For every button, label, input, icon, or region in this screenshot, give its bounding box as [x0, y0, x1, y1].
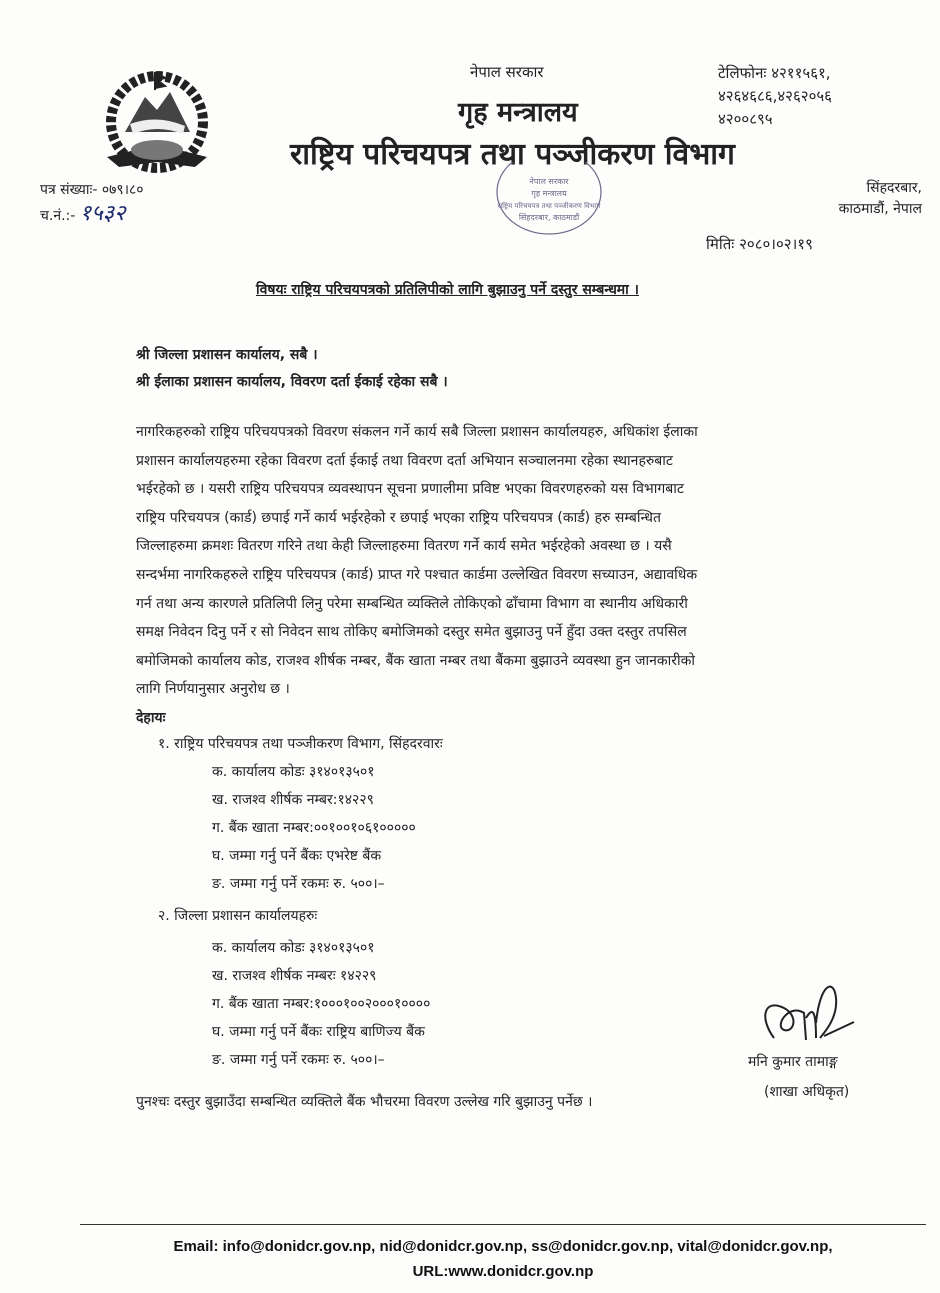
postscript: पुनश्चः दस्तुर बुझाउँदा सम्बन्धित व्यक्तिले बैंक भौचरमा विवरण उल्लेख गरि बुझाउनु पर्नेछ । — [136, 1094, 593, 1110]
footer-email: Email: info@donidcr.gov.np, nid@donidcr.gov.np, ss@donidcr.gov.np, vital@donidcr.gov.np, — [173, 1238, 833, 1255]
ref-value: ०७९।८० — [101, 182, 144, 198]
department-name: राष्ट्रिय परिचयपत्र तथा पञ्जीकरण विभाग — [290, 137, 735, 172]
section-item: ग. बैंक खाता नम्बर:१०००१००२०००१०००० — [212, 996, 431, 1012]
body-line: प्रशासन कार्यालयहरुमा रहेका विवरण दर्ता ईकाई तथा विवरण दर्ता अभियान सञ्चालनमा रहेका स्थानहरुबाट — [136, 452, 673, 469]
body-line: बमोजिमको कार्यालय कोड, राजश्व शीर्षक नम्बर, बैंक खाता नम्बर तथा बैंकमा बुझाउने व्यवस्था हुन जानकारीको — [136, 652, 696, 669]
seal-text: राष्ट्रिय परिचयपत्र तथा पञ्जीकरण विभाग — [497, 202, 601, 210]
phone-line: ४२००८९५ — [718, 110, 773, 128]
ministry-name: गृह मन्त्रालय — [458, 97, 578, 128]
section-item: क. कार्यालय कोडः ३१४०१३५०१ — [212, 764, 375, 780]
section-item: ग. बैंक खाता नम्बर:००१००१०६१००००० — [212, 820, 416, 836]
office-address — [839, 178, 922, 220]
body-line: समक्ष निवेदन दिनु पर्ने र सो निवेदन साथ तोकिए बमोजिमको दस्तुर समेत बुझाउनु पर्ने हुँदा उक्त दस्तुर तपसिल — [136, 624, 687, 641]
recipients — [136, 342, 448, 396]
section-item: क. कार्यालय कोडः ३१४०१३५०१ — [212, 940, 375, 956]
letter-subject: विषयः राष्ट्रिय परिचयपत्रको प्रतिलिपीको लागि बुझाउनु पर्ने दस्तुर सम्बन्धमा । — [256, 282, 639, 298]
office-seal-icon — [484, 162, 614, 242]
footer-url: URL:www.donidcr.gov.np — [412, 1263, 594, 1280]
address-line: काठमाडौं, नेपाल — [838, 201, 922, 217]
signatory-name: मनि कुमार तामाङ्ग — [748, 1054, 838, 1070]
dispatch-value: १५३२ — [79, 201, 126, 226]
section-item: ख. राजश्व शीर्षक नम्बरः १४२२९ — [212, 968, 377, 984]
body-line: गर्न तथा अन्य कारणले प्रतिलिपी लिनु परेमा सम्बन्धित व्यक्तिले तोकिएको ढाँचामा विभाग वा स्थानीय अधिकारी — [136, 595, 688, 612]
date-label: मितिः — [706, 235, 735, 253]
section-item: ङ. जम्मा गर्नु पर्ने रकमः रु. ५००।– — [212, 876, 385, 892]
body-line: जिल्लाहरुमा क्रमशः वितरण गरिने तथा केही जिल्लाहरुमा वितरण गर्ने कार्य समेत भईरहेको अवस्था छ । यसै — [136, 538, 672, 555]
dispatch-label: च.नं.:- — [40, 208, 76, 224]
phone-line: टेलिफोनः ४२११५६१, — [718, 64, 831, 82]
seal-text: गृह मन्त्रालय — [531, 189, 567, 198]
following-label: देहायः — [136, 710, 166, 726]
date-value: २०८०।०२।१९ — [739, 235, 813, 253]
body-line: नागरिकहरुको राष्ट्रिय परिचयपत्रको विवरण संकलन गर्ने कार्य सबै जिल्ला प्रशासन कार्यालयहरु, अधिकांश ईलाका — [136, 424, 698, 440]
body-line: सन्दर्भमा नागरिकहरुले राष्ट्रिय परिचयपत्र (कार्ड) प्राप्त गरे पश्चात कार्डमा उल्लेखित विवरण सच्याउन, अद्यावधिक — [136, 566, 698, 583]
ref-label: पत्र संख्याः- — [40, 182, 98, 198]
seal-text: नेपाल सरकार — [529, 177, 569, 186]
section-title: २. जिल्ला प्रशासन कार्यालयहरुः — [158, 908, 318, 924]
body-line: राष्ट्रिय परिचयपत्र (कार्ड) छपाई गर्ने कार्य भईरहेको र छपाई भएका राष्ट्रिय परिचयपत्र (कार्ड) हरु सम्बन्धित — [136, 509, 661, 526]
signatory-role: (शाखा अधिकृत) — [764, 1084, 850, 1100]
reference-block — [40, 178, 144, 228]
footer-divider — [80, 1224, 926, 1225]
section-item: ख. राजश्व शीर्षक नम्बर:१४२२९ — [212, 792, 374, 808]
recipient: श्री ईलाका प्रशासन कार्यालय, विवरण दर्ता ईकाई रहेका सबै । — [136, 374, 448, 390]
letter-date — [706, 234, 813, 254]
section-item: घ. जम्मा गर्नु पर्ने बैंकः राष्ट्रिय बाणिज्य बैंक — [212, 1024, 425, 1040]
section-item: ङ. जम्मा गर्नु पर्ने रकमः रु. ५००।– — [212, 1052, 385, 1068]
body-line: लागि निर्णयानुसार अनुरोध छ । — [136, 681, 290, 698]
section-title: १. राष्ट्रिय परिचयपत्र तथा पञ्जीकरण विभाग, सिंहदरवारः — [158, 736, 443, 752]
seal-text: सिंहदरबार, काठमाडौं — [518, 213, 580, 222]
footer-contact — [80, 1234, 926, 1284]
recipient: श्री जिल्ला प्रशासन कार्यालय, सबै । — [136, 347, 318, 363]
body-line: भईरहेको छ । यसरी राष्ट्रिय परिचयपत्र व्यवस्थापन सूचना प्रणालीमा प्रविष्ट भएका विवरणहरुको यस विभागबाट — [136, 481, 684, 498]
phone-line: ४२६४६८६,४२६२०५६ — [718, 87, 832, 105]
handwritten-signature-icon — [754, 978, 864, 1048]
section-item: घ. जम्मा गर्नु पर्ने बैंकः एभरेष्ट बैंक — [212, 848, 382, 864]
address-line: सिंहदरबार, — [866, 180, 922, 196]
government-name: नेपाल सरकार — [470, 63, 544, 81]
phone-numbers — [718, 62, 832, 131]
nepal-emblem-icon — [95, 62, 220, 180]
letter-body — [136, 418, 926, 704]
